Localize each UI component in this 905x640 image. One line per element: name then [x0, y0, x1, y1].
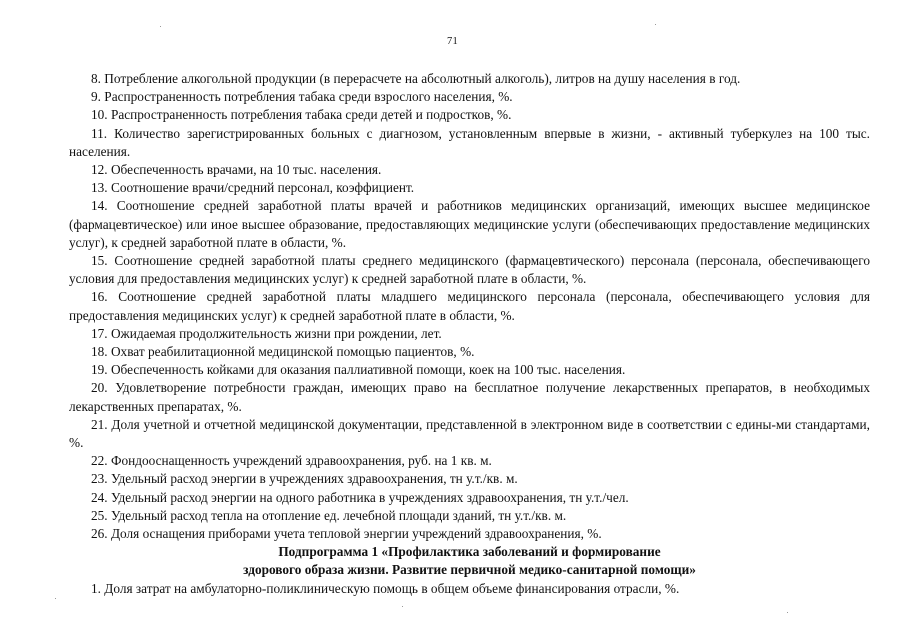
- list-item: 21. Доля учетной и отчетной медицинской документации, представленной в электронном виде в соответствии с едины-ми стандартами, %.: [69, 416, 870, 451]
- list-item: 22. Фондооснащенность учреждений здравоохранения, руб. на 1 кв. м.: [91, 453, 492, 469]
- subprogram-heading-line: Подпрограмма 1 «Профилактика заболеваний и формирование: [278, 544, 661, 560]
- scan-speck: [655, 24, 656, 25]
- subprogram-list-item: 1. Доля затрат на амбулаторно-поликлиническую помощь в общем объеме финансирования отрасли, %.: [91, 580, 680, 596]
- list-item: 26. Доля оснащения приборами учета тепловой энергии учреждений здравоохранения, %.: [91, 526, 602, 542]
- subprogram-heading-line: здорового образа жизни. Развитие первичной медико-санитарной помощи»: [243, 562, 696, 578]
- list-item: 11. Количество зарегистрированных больных с диагнозом, установленным впервые в жизни, - активный туберкулез на 100 тыс. населения.: [69, 125, 870, 159]
- scan-speck: [787, 612, 788, 613]
- list-item: 12. Обеспеченность врачами, на 10 тыс. населения.: [91, 162, 382, 178]
- list-item: 16. Соотношение средней заработной платы младшего медицинского персонала (персонала, обеспечивающего условия для предоставления медицинских услуг) к средней заработной плате в области, %.: [69, 289, 870, 323]
- list-item: 8. Потребление алкогольной продукции (в перерасчете на абсолютный алкоголь), литров на душу населения в год.: [91, 71, 741, 86]
- page-number: 71: [447, 36, 458, 47]
- list-item: 9. Распространенность потребления табака среди взрослого населения, %.: [91, 89, 513, 105]
- list-item: 19. Обеспеченность койками для оказания паллиативной помощи, коек на 100 тыс. населения.: [91, 362, 626, 378]
- subprogram-heading: [69, 543, 870, 579]
- list-item: 10. Распространенность потребления табака среди детей и подростков, %.: [91, 107, 512, 123]
- list-item: 24. Удельный расход энергии на одного работника в учреждениях здравоохранения, тн у.т./чел.: [91, 489, 629, 505]
- indicator-list: [69, 70, 870, 598]
- list-item: 25. Удельный расход тепла на отопление ед. лечебной площади зданий, тн у.т./кв. м.: [91, 507, 567, 523]
- list-item: 23. Удельный расход энергии в учреждениях здравоохранения, тн у.т./кв. м.: [91, 471, 518, 487]
- list-item: 17. Ожидаемая продолжительность жизни при рождении, лет.: [91, 325, 442, 341]
- scan-speck: [55, 598, 56, 599]
- list-item: 20. Удовлетворение потребности граждан, имеющих право на бесплатное получение лекарственных препаратов, в необходимых лекарственных препаратах, %.: [69, 380, 870, 414]
- scan-speck: [160, 26, 161, 27]
- scan-speck: [402, 606, 403, 607]
- list-item: 14. Соотношение средней заработной платы врачей и работников медицинских организаций, имеющих высшее медицинское (фармацевтическое) или иное высшее образование, предоставляющих медицинские услуги (обеспечивающих предоставление медицинских услуг), к средней заработной плате в области, %.: [69, 198, 870, 250]
- list-item: 13. Соотношение врачи/средний персонал, коэффициент.: [91, 180, 415, 196]
- list-item: 15. Соотношение средней заработной платы среднего медицинского (фармацевтического) персонала (персонала, обеспечивающего условия для предоставления медицинских услуг) к средней заработной плате в области, %.: [69, 253, 870, 287]
- list-item: 18. Охват реабилитационной медицинской помощью пациентов, %.: [91, 344, 475, 360]
